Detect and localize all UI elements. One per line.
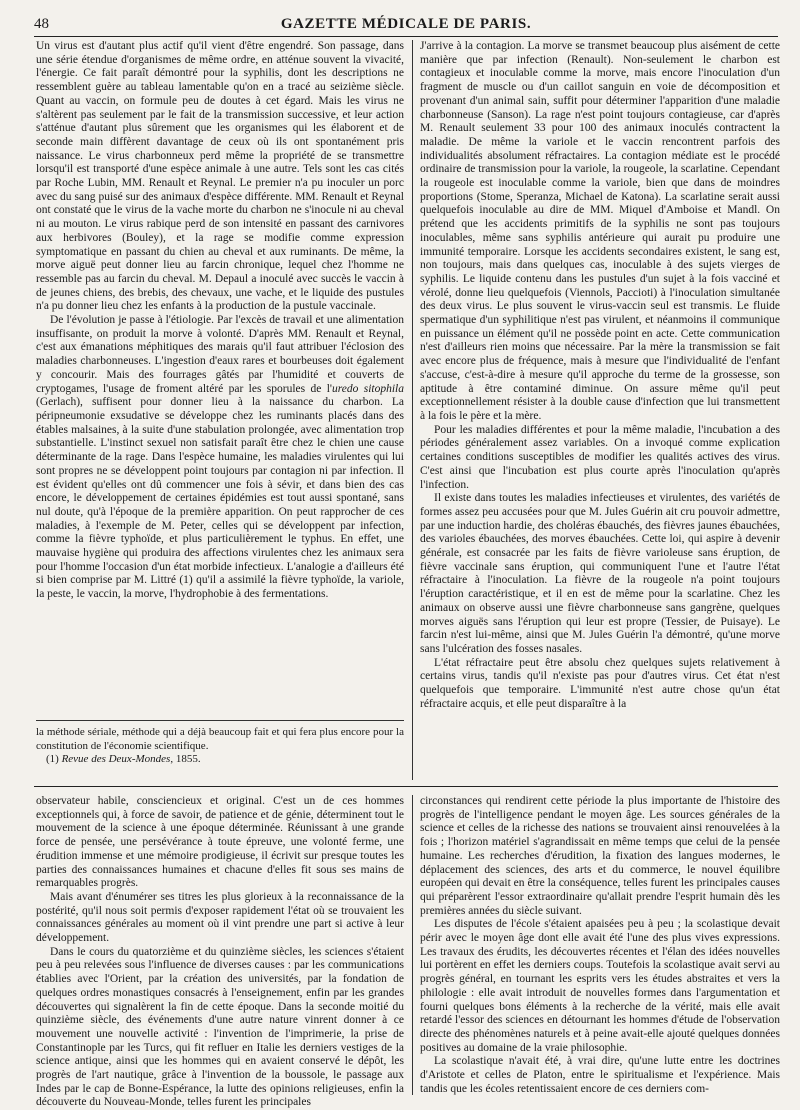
section-divider: [34, 786, 778, 787]
paragraph: circonstances qui rendirent cette période la plus importante de l'histoire des progrès de l'intelligence pendant le moyen âge. Les sources générales de la science et celles de la richesse des nations se trouvaient ainsi renouvelées à la fois ; l'horizon matériel s'agrandissait en même temps que celui de la pensée humaine. Les recherches d'érudition, la fixation des langues modernes, le déplacement des sciences, des arts et du commerce, le nouvel équilibre européen qui devait en être la conséquence, telles furent les principales causes qui préparèrent l'essor extraordinaire qu'allait prendre l'esprit humain dès les premières années du siècle suivant.: [420, 795, 780, 917]
paragraph: L'état réfractaire peut être absolu chez quelques sujets relativement à certains virus, tandis qu'il n'existe pas pour d'autres virus. Cet état n'est quelquefois que temporaire. L'immunité n'est autre chose qu'un état réfractaire acquis, et elle peut disparaître à la: [420, 656, 780, 710]
footnote-continuation: la méthode sériale, méthode qui a déjà beaucoup fait et qui fera plus encore pour la constitution de l'économie scientifique.: [36, 726, 404, 752]
italic-term: uredo sitophila: [331, 382, 404, 395]
header-rule: [34, 36, 778, 37]
column-divider-bottom: [412, 795, 413, 1095]
footnote-reference: [36, 753, 404, 767]
paragraph: La scolastique n'avait été, à vrai dire, qu'une lutte entre les doctrines d'Aristote et celles de Platon, entre le spiritualisme et l'expérience. Mais tandis que les écoles retentissaient encore de ces derniers com-: [420, 1055, 780, 1095]
text-run: De l'évolution je passe à l'étiologie. Par l'excès de travail et une alimentation insuffisante, on produit la morve à volonté. D'après MM. Renault et Reynal, c'est aux émanations méphitiques des marais qu'il faut attribuer l'éclosion des maladies charbonneuses. L'ingestion d'eaux rares et bourbeuses doit également y concourir. Mais des fourrages gâtés par l'humidité et couverts de cryptogames, l'usage de froment altéré par les sporules de l': [36, 314, 404, 395]
feuilleton-column-left: [36, 795, 404, 1109]
paragraph: Les disputes de l'école s'étaient apaisées peu à peu ; la scolastique devait périr avec le moyen âge dont elle avait été l'une des plus vives expressions. Les travaux des érudits, les découvertes récentes et l'élan des idées nouvelles lui portèrent en effet les derniers coups. Toutefois la scolastique avait servi au progrès général, en tournant les esprits vers les études abstraites et vers la philologie : elle avait introduit de nouvelles formes dans l'argumentation et fourni quelques bons éléments à la recherche de la vérité, mais elle avait retardé l'essor des sciences en détournant les hommes d'étude de l'observation directe des phénomènes naturels et à peine avait-elle ajouté quelques données positives au domaine de la vraie philosophie.: [420, 918, 780, 1054]
paragraph: Dans le cours du quatorzième et du quinzième siècles, les sciences s'étaient peu à peu relevées sous l'influence de diverses causes : par les communications établies avec l'Orient, par la création des universités, par la fondation de quelques ordres monastiques consacrés à l'enseignement, enfin par les grandes découvertes qui signalèrent la fin de cette époque. Dans la seconde moitié du quinzième siècle, des événements d'une autre nature vinrent donner à ce mouvement une nouvelle activité : l'invention de l'imprimerie, la prise de Constantinople par les Turcs, qui fit refluer en Italie les derniers vestiges de la science antique, ainsi que les hommes qui en avaient conservé le dépôt, les progrès de l'art nautique, grâce à l'invention de la boussole, le passage aux Indes par le cap de Bonne-Espérance, la lutte des opinions religieuses, enfin la découverte du Nouveau-Monde, telles furent les principales: [36, 945, 404, 1109]
feuilleton-column-right: [420, 795, 780, 1095]
article-column-top-left: [36, 40, 404, 710]
footnote-marker: (1): [46, 753, 62, 765]
paragraph: observateur habile, consciencieux et original. C'est un de ces hommes exceptionnels qui, à force de savoir, de patience et de génie, déterminent tout le mouvement de la science à une époque déterminée. Réunissant à une grande force de pensée, une persévérance à toute épreuve, une volonté ferme, une érudition immense et une mémoire prodigieuse, il écrivit sur presque toutes les parties des connaissances humaines et chacune d'elles fit sous ses mains de remarquables progrès.: [36, 795, 404, 890]
column-divider-top: [412, 40, 413, 780]
footnote-block: [36, 726, 404, 767]
footnote-title: Revue des Deux-Mondes: [61, 753, 171, 765]
paragraph: [36, 314, 404, 602]
paragraph: Mais avant d'énumérer ses titres les plus glorieux à la reconnaissance de la postérité, qu'il nous soit permis d'exposer rapidement l'état où se trouvaient les connaissances générales au moment où il vint prendre une part si active à leur développement.: [36, 890, 404, 945]
paragraph: Il existe dans toutes les maladies infectieuses et virulentes, des variétés de formes assez peu accusées pour que M. Jules Guérin ait cru pouvoir admettre, par une induction hardie, des choléras ébauchés, des fièvres jaunes ébauchées, des varioles ébauchées, des morves ébauchées. Cette loi, qui aspire à devenir générale, est consacrée par les faits de fièvre varioleuse sans éruption, de fièvre vaccinale sans éruption, qui communiquent l'une et l'autre l'état réfractaire à l'inoculation. La fièvre de la rougeole n'a point toujours l'éruption caractéristique, et il en est de même pour la scarlatine. Chez les animaux on observe aussi une fièvre charbonneuse sans gangrène, quelques morves aiguës sans l'éruption qui leur est propre (Tessier, de Puisaye). Le farcin n'est lui-même, ainsi que M. Jules Guérin l'a démontré, qu'une morve sans l'ulcération des fosses nasales.: [420, 492, 780, 655]
page-number: 48: [34, 16, 49, 32]
page-header: [34, 14, 778, 36]
paragraph: Pour les maladies différentes et pour la même maladie, l'incubation a des périodes généralement assez variables. On a invoqué comme explication certaines conditions susceptibles de modifier les qualités actives des virus. C'est ainsi que l'incubation est plus courte après l'inoculation qu'après l'infection.: [420, 423, 780, 491]
footnote-rule: [36, 720, 404, 721]
paragraph: Un virus est d'autant plus actif qu'il vient d'être engendré. Son passage, dans une série étendue d'organismes de même ordre, en atténue souvent la vivacité, l'énergie. Ce fait paraît démontré pour la syphilis, dont les descriptions ne ressemblent guère au tableau lamentable qu'on en a tracé au seizième siècle. Quant au vaccin, on formule peu de doutes à cet égard. Mais les virus ne s'altèrent pas seulement par le fait de la transmission successive, et leur action s'atténue d'autant plus sûrement que les organismes qui les élaborent et de seconde main diffèrent davantage de ceux où ils ont spontanément pris naissance. Le virus charbonneux perd même la propriété de se transmettre lorsqu'il est transporté d'une espèce animale à une autre. Tels sont les cas cités par Roche Lubin, MM. Renault et Reynal. Le premier n'a pu inoculer un porc avec du sang puisé sur des animaux d'espèce différente. MM. Renault et Reynal ont constaté que le virus de la vache morte du charbon ne s'inocule ni au cheval ni au mouton. Le virus rabique perd de son intensité en passant des carnivores aux herbivores (Bouley), et la rage se modifie comme expression symptomatique en passant du chien au cheval et aux ruminants. De même, la morve aiguë peut donner lieu au farcin chronique, lequel chez l'homme ne ressemble pas au farcin du cheval. M. Depaul a inoculé avec succès le vaccin à de jeunes chiens, des brebis, des chevaux, une vache, et le liquide des pustules n'a pu donner lieu chez les enfants à la production de la pustule vaccinale.: [36, 40, 404, 313]
paragraph: J'arrive à la contagion. La morve se transmet beaucoup plus aisément de cette manière que par infection (Renault). Non-seulement le charbon est contagieux et inoculable comme la morve, mais encore l'inoculation d'un fragment de muscle ou d'un caillot sanguin en voie de décomposition et provenant d'un animal sain, suffit pour déterminer l'apparition d'une maladie charbonneuse (Sanson). La rage n'est point toujours contagieuse, car d'après M. Renault seulement 33 pour 100 des animaux inoculés contractent la maladie. De même la variole et le vaccin rencontrent parfois des individualités absolument réfractaires. La contagion médiate est le procédé ordinaire de transmission pour la variole, la rougeole, la scarlatine. Cependant la rougeole est inoculable comme la variole, bien que dans de moindres proportions (Stome, Speranza, Michael de Katona). La scarlatine serait aussi quelquefois inoculable au dire de MM. Miquel d'Amboise et Mandl. On prétend que les accidents primitifs de la syphilis ne sont pas toujours inoculables, même sans syphilis antérieure qui aurait pu produire une immunité temporaire. Lorsque les accidents secondaires existent, le sang est, non toujours, mais dans quelques cas, inoculable à des sujets vierges de syphilis. Le liquide contenu dans les pustules d'un sujet à la fois vacciné et vérolé, donne lieu quelquefois (Viennols, Paccioti) à l'inoculation simultanée des deux virus. Le plus souvent le virus-vaccin seul est transmis. Le fluide spermatique d'un syphilitique n'est pas virulent, et néanmoins il communique en puissance un élément qu'il ne possède point en acte. Cette communication n'est d'ailleurs rien moins que nécessaire. Par la mère la transmission se fait avec encore plus de fréquence, mais à mesure que l'individualité de l'enfant s'accuse, c'est-à-dire à mesure qu'il approche du terme de la grossesse, son aptitude à être contaminé diminue. On assure même qu'il peut exceptionnellement résister à la double cause d'infection que lui transmettent à la fois le père et la mère.: [420, 40, 780, 422]
article-column-top-right: [420, 40, 780, 782]
running-title: GAZETTE MÉDICALE DE PARIS.: [280, 16, 532, 32]
text-run: (Gerlach), suffisent pour donner lieu à la naissance du charbon. La péripneumonie exsudative se développe chez les ruminants placés dans des étables malsaines, à la suite d'une stabulation prolongée, avec alimentation trop substantielle. L'instinct sexuel non satisfait paraît être chez le chien une cause déterminante de la rage. Dans l'espèce humaine, les maladies virulentes qui lui sont propres ne se développent point toujours par contagion ni par infection. Il est évident qu'elles ont dû commencer une fois à sévir, et dans bien des cas encore, le développement de certaines épidémies est tout aussi spontané, sans nul doute, qu'à l'époque de la première apparition. On peut rapprocher de ces maladies, à l'exemple de M. Peter, celles qui se développent par infection, comme la fièvre typhoïde, et plus particulièrement le typhus. En effet, une mauvaise hygiène qui produira des affections virulentes chez les animaux sera pour l'homme l'occasion d'un état morbide infectieux. L'analogie a d'ailleurs été si bien comprise par M. Littré (1) qu'il a assimilé la fièvre typhoïde, la variole, la peste, le vaccin, la morve, l'hydrophobie à des fermentations.: [36, 396, 404, 601]
footnote-year: , 1855.: [170, 753, 201, 765]
